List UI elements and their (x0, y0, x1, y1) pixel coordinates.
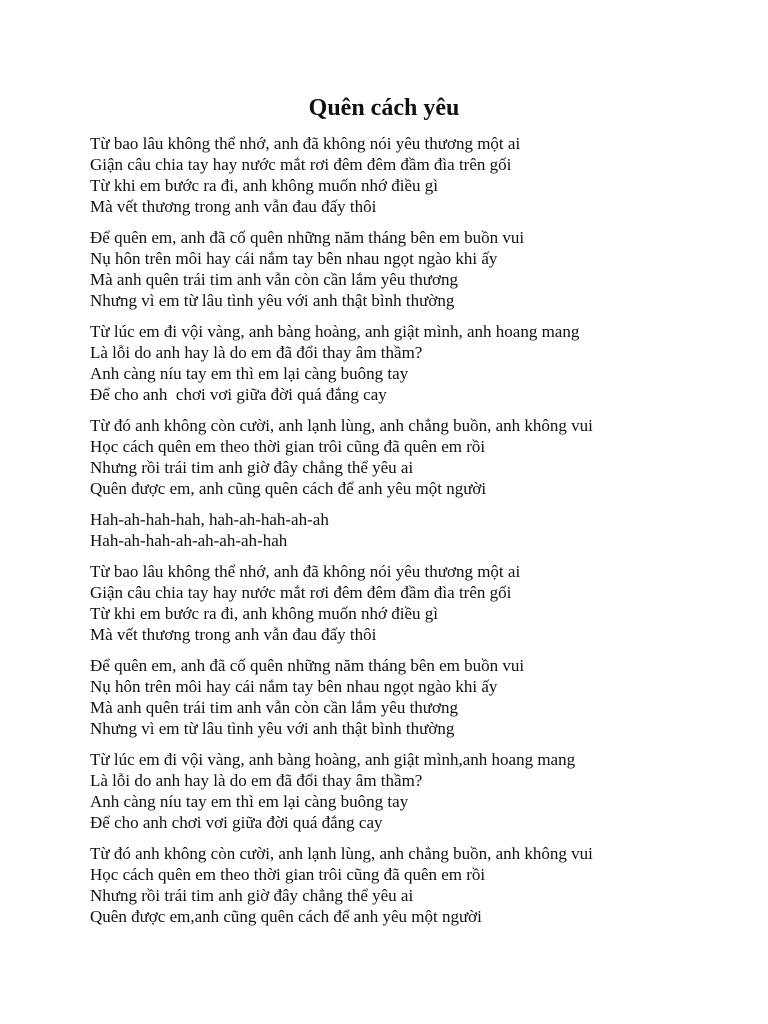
lyric-line: Anh càng níu tay em thì em lại càng buông tay (90, 364, 409, 383)
lyric-line: Từ khi em bước ra đi, anh không muốn nhớ điều gì (90, 176, 439, 195)
lyric-line: Mà anh quên trái tim anh vẫn còn cần lắm yêu thương (90, 270, 459, 289)
lyric-line: Hah-ah-hah-hah, hah-ah-hah-ah-ah (90, 510, 329, 529)
lyric-line: Từ bao lâu không thể nhớ, anh đã không nói yêu thương một ai (90, 562, 521, 581)
lyric-line: Giận câu chia tay hay nước mắt rơi đêm đêm đầm đìa trên gối (90, 155, 512, 174)
lyric-line: Từ bao lâu không thể nhớ, anh đã không nói yêu thương một ai (90, 134, 521, 153)
page-title: Quên cách yêu (308, 95, 460, 121)
lyric-line: Giận câu chia tay hay nước mắt rơi đêm đêm đầm đìa trên gối (90, 583, 512, 602)
stanza (90, 843, 730, 927)
lyric-line: Mà vết thương trong anh vẫn đau đấy thôi (90, 197, 377, 216)
lyric-line: Nụ hôn trên môi hay cái nắm tay bên nhau ngọt ngào khi ấy (90, 677, 498, 696)
lyric-line: Là lỗi do anh hay là do em đã đổi thay âm thầm? (90, 343, 423, 362)
lyric-line: Từ khi em bước ra đi, anh không muốn nhớ điều gì (90, 604, 439, 623)
lyric-line: Nhưng vì em từ lâu tình yêu với anh thật bình thường (90, 291, 455, 310)
stanza (90, 655, 730, 739)
lyric-line: Nhưng rồi trái tim anh giờ đây chẳng thể yêu ai (90, 886, 414, 905)
lyric-line: Để quên em, anh đã cố quên những năm tháng bên em buồn vui (90, 228, 525, 247)
lyric-line: Để quên em, anh đã cố quên những năm tháng bên em buồn vui (90, 656, 525, 675)
lyric-line: Quên được em, anh cũng quên cách để anh yêu một người (90, 479, 487, 498)
stanza (90, 415, 730, 499)
lyric-line: Anh càng níu tay em thì em lại càng buông tay (90, 792, 409, 811)
lyric-line: Từ đó anh không còn cười, anh lạnh lùng, anh chẳng buồn, anh không vui (90, 844, 593, 863)
lyric-line: Từ đó anh không còn cười, anh lạnh lùng, anh chẳng buồn, anh không vui (90, 416, 593, 435)
stanza (90, 561, 730, 645)
lyric-line: Học cách quên em theo thời gian trôi cũng đã quên em rồi (90, 865, 486, 884)
lyric-line: Từ lúc em đi vội vàng, anh bàng hoàng, anh giật mình, anh hoang mang (90, 322, 580, 341)
lyric-line: Quên được em,anh cũng quên cách để anh yêu một người (90, 907, 482, 926)
stanza (90, 133, 730, 217)
lyric-line: Để cho anh chơi vơi giữa đời quá đắng cay (90, 813, 383, 832)
stanza (90, 749, 730, 833)
lyric-line: Nụ hôn trên môi hay cái nắm tay bên nhau ngọt ngào khi ấy (90, 249, 498, 268)
lyric-line: Hah-ah-hah-ah-ah-ah-ah-hah (90, 531, 288, 550)
lyric-line: Nhưng rồi trái tim anh giờ đây chẳng thể yêu ai (90, 458, 414, 477)
lyric-line: Là lỗi do anh hay là do em đã đổi thay âm thầm? (90, 771, 423, 790)
stanza (90, 227, 730, 311)
lyric-line: Học cách quên em theo thời gian trôi cũng đã quên em rồi (90, 437, 486, 456)
lyrics-body (90, 133, 730, 937)
lyric-line: Nhưng vì em từ lâu tình yêu với anh thật bình thường (90, 719, 455, 738)
lyric-line: Để cho anh chơi vơi giữa đời quá đắng cay (90, 385, 387, 404)
stanza (90, 509, 730, 551)
lyric-line: Từ lúc em đi vội vàng, anh bàng hoàng, anh giật mình,anh hoang mang (90, 750, 576, 769)
lyric-line: Mà anh quên trái tim anh vẫn còn cần lắm yêu thương (90, 698, 459, 717)
lyric-line: Mà vết thương trong anh vẫn đau đấy thôi (90, 625, 377, 644)
stanza (90, 321, 730, 405)
